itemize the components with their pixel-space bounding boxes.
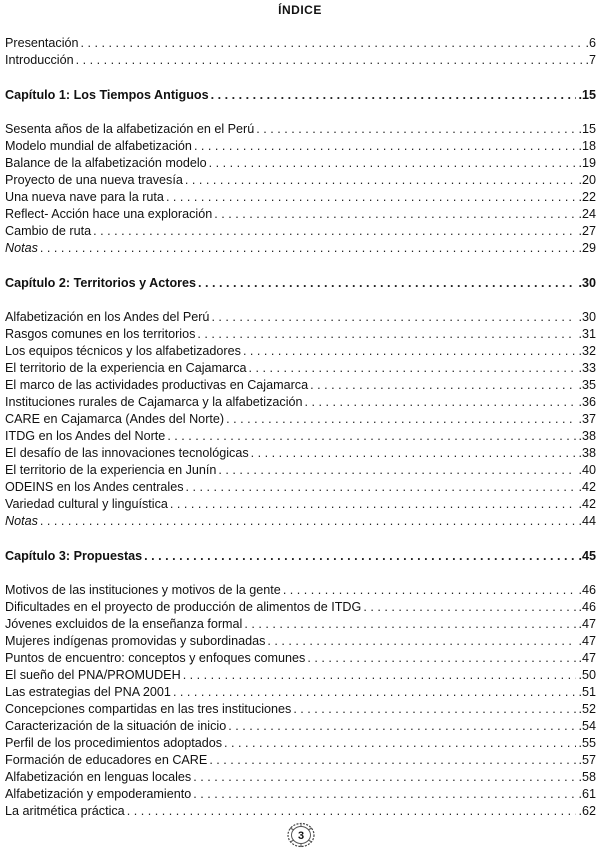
toc-entry-page: .7 — [585, 53, 596, 67]
toc-leader-dots — [127, 803, 577, 819]
toc-leader-dots — [307, 650, 576, 666]
toc-entry-label: Notas — [5, 514, 38, 528]
toc-entry-page: .62 — [578, 804, 596, 818]
toc-leader-dots — [173, 684, 577, 700]
toc-entry-page: .47 — [578, 651, 596, 665]
toc-entry-page: .45 — [578, 549, 596, 563]
toc-entry-label: Balance de la alfabetización modelo — [5, 156, 207, 170]
toc-entry — [5, 786, 596, 802]
toc-entry-label: Alfabetización en lenguas locales — [5, 770, 192, 784]
toc-entry-page: .44 — [578, 514, 596, 528]
toc-entry-label: ODEINS en los Andes centrales — [5, 480, 184, 494]
toc-entry-label: Instituciones rurales de Cajamarca y la alfabetización — [5, 395, 303, 409]
toc-entry-page: .46 — [578, 583, 596, 597]
toc-leader-dots — [198, 275, 576, 291]
toc-leader-dots — [170, 496, 577, 512]
toc-leader-dots — [211, 87, 577, 103]
toc-entry — [5, 240, 596, 256]
toc-entry-label: Sesenta años de la alfabetización en el Perú — [5, 122, 255, 136]
toc-entry-page: .57 — [578, 753, 596, 767]
toc-leader-dots — [293, 701, 576, 717]
toc-leader-dots — [363, 599, 576, 615]
toc-entry — [5, 752, 596, 768]
toc-entry-label: Alfabetización en los Andes del Perú — [5, 310, 210, 324]
toc-entry-page: .20 — [578, 173, 596, 187]
toc-leader-dots — [310, 377, 576, 393]
toc-entry-page: .22 — [578, 190, 596, 204]
toc-leader-dots — [226, 411, 576, 427]
toc-entry-label: Dificultades en el proyecto de producción de alimentos de ITDG — [5, 600, 362, 614]
toc-chapter-entry — [5, 275, 596, 291]
toc-entry-page: .15 — [578, 88, 596, 102]
toc-entry-page: .47 — [578, 617, 596, 631]
toc-chapter-entry — [5, 87, 596, 103]
toc-entry — [5, 718, 596, 734]
toc-leader-dots — [224, 735, 576, 751]
toc-entry-label: Concepciones compartidas en las tres instituciones — [5, 702, 292, 716]
toc-entry-label: Jóvenes excluidos de la enseñanza formal — [5, 617, 243, 631]
toc-leader-dots — [193, 769, 576, 785]
toc-chapter-entry — [5, 548, 596, 564]
toc-leader-dots — [214, 206, 576, 222]
toc-entry-page: .38 — [578, 429, 596, 443]
toc-leader-dots — [244, 616, 576, 632]
toc-entry — [5, 735, 596, 751]
toc-entry-label: La aritmética práctica — [5, 804, 125, 818]
toc-leader-dots — [283, 582, 577, 598]
toc-entry-label: Reflect- Acción hace una exploración — [5, 207, 213, 221]
toc-entry-label: Motivos de las instituciones y motivos de la gente — [5, 583, 281, 597]
toc-entry-page: .50 — [578, 668, 596, 682]
toc-entry-label: El territorio de la experiencia en Junín — [5, 463, 217, 477]
toc-leader-dots — [93, 223, 576, 239]
toc-entry-page: .31 — [578, 327, 596, 341]
toc-entry-page: .19 — [578, 156, 596, 170]
toc-entry — [5, 513, 596, 529]
toc-entry-label: Las estrategias del PNA 2001 — [5, 685, 171, 699]
toc-entry-page: .58 — [578, 770, 596, 784]
toc-entry-page: .54 — [578, 719, 596, 733]
toc-entry — [5, 667, 596, 683]
page-title: ÍNDICE — [278, 3, 322, 17]
toc-leader-dots — [256, 121, 576, 137]
toc-entry-label: El territorio de la experiencia en Cajamarca — [5, 361, 247, 375]
toc-entry — [5, 684, 596, 700]
toc-entry-page: .18 — [578, 139, 596, 153]
toc-leader-dots — [251, 445, 577, 461]
toc-leader-dots — [243, 343, 577, 359]
toc-entry — [5, 343, 596, 359]
toc-entry-label: Notas — [5, 241, 38, 255]
toc-entry-page: .15 — [578, 122, 596, 136]
toc-leader-dots — [186, 479, 577, 495]
toc-entry — [5, 582, 596, 598]
toc-entry-label: Capítulo 1: Los Tiempos Antiguos — [5, 88, 209, 102]
toc-entry — [5, 650, 596, 666]
toc-entry-label: Rasgos comunes en los territorios — [5, 327, 196, 341]
toc-leader-dots — [305, 394, 577, 410]
toc-entry-page: .46 — [578, 600, 596, 614]
toc-entry — [5, 206, 596, 222]
toc-entry — [5, 803, 596, 819]
toc-entry — [5, 599, 596, 615]
toc-entry-label: ITDG en los Andes del Norte — [5, 429, 166, 443]
toc-entry — [5, 462, 596, 478]
toc-leader-dots — [40, 513, 577, 529]
toc-entry-page: .30 — [578, 276, 596, 290]
toc-entry — [5, 189, 596, 205]
toc-entry-page: .55 — [578, 736, 596, 750]
toc-entry — [5, 769, 596, 785]
toc-entry-label: Capítulo 2: Territorios y Actores — [5, 276, 197, 290]
toc-entry — [5, 496, 596, 512]
toc-entry — [5, 616, 596, 632]
toc-entry — [5, 138, 596, 154]
toc-leader-dots — [194, 138, 577, 154]
toc-entry-page: .52 — [578, 702, 596, 716]
toc-leader-dots — [249, 360, 577, 376]
toc-entry — [5, 35, 596, 51]
toc-entry-page: .35 — [578, 378, 596, 392]
toc-leader-dots — [218, 462, 576, 478]
toc-entry — [5, 411, 596, 427]
toc-entry-label: El desafío de las innovaciones tecnológicas — [5, 446, 249, 460]
toc-entry-label: El marco de las actividades productivas en Cajamarca — [5, 378, 309, 392]
toc-leader-dots — [209, 155, 577, 171]
toc-entry-page: .30 — [578, 310, 596, 324]
toc-leader-dots — [144, 548, 576, 564]
toc-entry — [5, 172, 596, 188]
toc-leader-dots — [211, 309, 576, 325]
toc-entry-page: .24 — [578, 207, 596, 221]
toc-entry-page: .36 — [578, 395, 596, 409]
toc-entry-label: Los equipos técnicos y los alfabetizadores — [5, 344, 241, 358]
toc-entry-page: .47 — [578, 634, 596, 648]
toc-entry-page: .37 — [578, 412, 596, 426]
toc-leader-dots — [76, 52, 584, 68]
toc-leader-dots — [167, 428, 576, 444]
toc-entry-label: Cambio de ruta — [5, 224, 92, 238]
toc-entry-label: Proyecto de una nueva travesía — [5, 173, 183, 187]
toc-entry-label: Capítulo 3: Propuestas — [5, 549, 143, 563]
toc-entry-page: .61 — [578, 787, 596, 801]
toc-entry — [5, 479, 596, 495]
toc-entry — [5, 155, 596, 171]
toc-entry-label: Puntos de encuentro: conceptos y enfoques comunes — [5, 651, 306, 665]
toc-entry-label: Perfil de los procedimientos adoptados — [5, 736, 223, 750]
toc-entry — [5, 121, 596, 137]
toc-entry — [5, 326, 596, 342]
toc-leader-dots — [197, 326, 576, 342]
toc-entry-label: Modelo mundial de alfabetización — [5, 139, 192, 153]
toc-leader-dots — [267, 633, 576, 649]
toc-entry — [5, 309, 596, 325]
toc-entry-label: Alfabetización y empoderamiento — [5, 787, 192, 801]
toc-leader-dots — [166, 189, 577, 205]
toc-entry-page: .32 — [578, 344, 596, 358]
toc-entry-label: El sueño del PNA/PROMUDEH — [5, 668, 181, 682]
toc-entry-page: .38 — [578, 446, 596, 460]
toc-entry — [5, 445, 596, 461]
toc-leader-dots — [183, 667, 577, 683]
toc-entry — [5, 223, 596, 239]
toc-entry-page: .33 — [578, 361, 596, 375]
toc-leader-dots — [185, 172, 577, 188]
toc-entry — [5, 360, 596, 376]
toc-leader-dots — [40, 240, 577, 256]
toc-entry-page: .42 — [578, 497, 596, 511]
toc-entry — [5, 428, 596, 444]
toc-entry-label: Formación de educadores en CARE — [5, 753, 208, 767]
toc-leader-dots — [193, 786, 576, 802]
toc-entry — [5, 52, 596, 68]
toc-leader-dots — [209, 752, 576, 768]
toc-entry-label: CARE en Cajamarca (Andes del Norte) — [5, 412, 225, 426]
toc-entry-label: Presentación — [5, 36, 79, 50]
toc-entry — [5, 394, 596, 410]
toc-entry-label: Mujeres indígenas promovidas y subordinadas — [5, 634, 266, 648]
toc-entry — [5, 701, 596, 717]
toc-entry-page: .6 — [585, 36, 596, 50]
toc-entry-label: Caracterización de la situación de inicio — [5, 719, 227, 733]
toc-entry-page: .27 — [578, 224, 596, 238]
toc-entry-page: .40 — [578, 463, 596, 477]
page-number: 3 — [297, 830, 305, 842]
toc-entry-label: Variedad cultural y linguística — [5, 497, 168, 511]
toc-leader-dots — [228, 718, 576, 734]
toc-leader-dots — [81, 35, 584, 51]
toc-entry — [5, 633, 596, 649]
toc-entry — [5, 377, 596, 393]
toc-entry-page: .29 — [578, 241, 596, 255]
toc-entry-page: .42 — [578, 480, 596, 494]
toc-entry-label: Una nueva nave para la ruta — [5, 190, 164, 204]
toc-entry-label: Introducción — [5, 53, 74, 67]
toc-entry-page: .51 — [578, 685, 596, 699]
